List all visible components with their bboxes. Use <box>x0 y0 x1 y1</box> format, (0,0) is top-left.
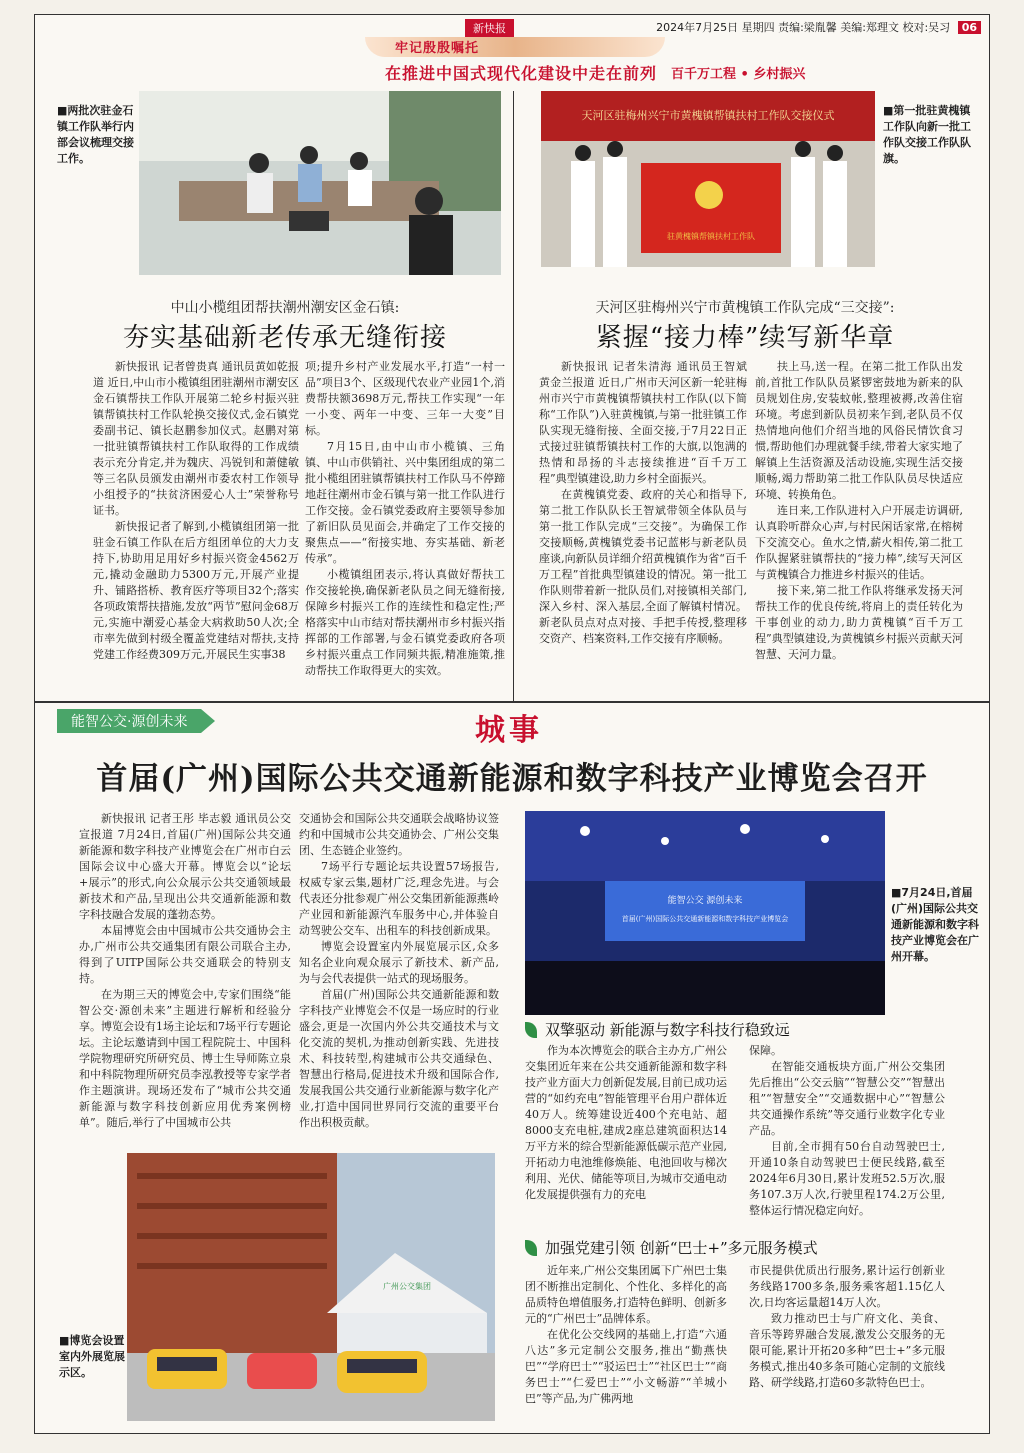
sub1-col2 <box>749 1043 945 1219</box>
paragraph: 在优化公交线网的基础上,打造“六通八达”多元定制公交服务,推出“勤燕快巴”“学府巴士”“驳运巴士”“社区巴士”“商务巴士”“仁爱巴士”“小文畅游”“羊城小巴”等产品,为广佛两地 <box>525 1328 727 1405</box>
column-divider <box>513 91 514 701</box>
paragraph: 保障。 <box>749 1044 782 1057</box>
header-slogan: 牢记殷殷嘱托 <box>395 41 480 56</box>
stage-text: 首届(广州)国际公共交通新能源和数字科技产业博览会 <box>621 915 789 923</box>
photo-banner-text: 天河区驻梅州兴宁市黄槐镇帮镇扶村工作队交接仪式 <box>581 109 835 122</box>
subhead-2-text: 加强党建引领 创新“巴士+”多元服务模式 <box>545 1239 818 1257</box>
stage-photo-caption: ■7月24日,首届(广州)国际公共交通新能源和数字科技产业博览会在广州开幕。 <box>891 886 979 963</box>
newspaper-badge: 新快报 <box>465 19 514 37</box>
section-tab: 能智公交·源创未来 <box>57 709 201 733</box>
paragraph: 新快报讯 记者朱清海 通讯员王智斌 黄金兰报道 近日,广州市天河区新一轮驻梅州市兴宁市黄槐镇帮镇扶村工作队(以下简称“工作队”)入驻黄槐镇,与第一批驻镇工作队实现无缝衔接、全面交接,于7月22日正式接过驻镇帮镇扶村工作的大旗,以饱满的热情和昂扬的斗志接续推进“百千万工程”典型镇建设,助力乡村全面振兴。 <box>539 360 747 485</box>
article-body-right-col2 <box>755 359 963 663</box>
article-body-right-col1 <box>539 359 747 647</box>
stage-slogan: 能智公交 源创未来 <box>667 896 743 906</box>
article-kicker-left: 中山小榄组团帮扶潮州潮安区金石镇: <box>170 300 400 316</box>
section-divider <box>35 701 989 703</box>
subhead-2 <box>525 1237 965 1258</box>
expo-stage-photo <box>525 811 885 1015</box>
paragraph: 小榄镇组团表示,将认真做好帮扶工作交接轮换,确保新老队员之间无缝衔接,保障乡村振兴工作的连续性和稳定性;严格落实中山市结对帮扶潮州市乡村振兴指挥部的工作部署,与金石镇党委政府各项乡村振兴重点工作同频共振,精准施策,推动帮扶工作取得更大的实效。 <box>305 568 505 677</box>
article-kicker-right: 天河区驻梅州兴宁市黄槐镇工作队完成“三交接”: <box>595 300 895 316</box>
leaf-icon <box>525 1240 537 1256</box>
article-headline-left: 夯实基础新老传承无缝衔接 <box>122 323 447 353</box>
paragraph: 市民提供优质出行服务,累计运行创新业务线路1700多条,服务乘客超1.15亿人次,日均客运量超14万人次。 <box>749 1264 945 1309</box>
dateline-text: 2024年7月25日 星期四 责编:梁胤馨 美编:郑理文 校对:吴习 <box>656 21 951 34</box>
expo-outdoor-photo <box>127 1153 495 1421</box>
meeting-photo <box>139 91 501 275</box>
subhead-1 <box>525 1019 965 1040</box>
paragraph: 致力推动巴士与广府文化、美食、音乐等跨界融合发展,激发公交服务的无限可能,累计开拓20多种“巴士+”多元服务模式,推出40多条可随心定制的文旅线路、研学线路,打造60多款特色巴士。 <box>749 1312 945 1389</box>
dateline <box>656 19 981 35</box>
paragraph: 博览会设置室内外展览展示区,众多知名企业向观众展示了新技术、新产品,为与会代表提供一站式的现场服务。 <box>299 940 499 985</box>
paragraph: 目前,全市拥有50台自动驾驶巴士,开通10条自动驾驶巴士便民线路,截至2024年6月30日,累计发班52.5万次,服务107.3万人次,行驶里程174.2万公里,整体运行情况稳定向好。 <box>749 1140 945 1217</box>
photo-caption-right: ■第一批驻黄槐镇工作队向新一批工作队交接工作队队旗。 <box>883 104 971 165</box>
flag-photo <box>541 91 875 267</box>
newspaper-page <box>34 14 990 1434</box>
photo-caption-left: ■两批次驻金石镇工作队举行内部会议梳理交接工作。 <box>57 104 134 165</box>
paragraph: 7月15日,由中山市小榄镇、三角镇、中山市供销社、兴中集团组成的第二批小榄组团驻镇帮镇扶村工作队马不停蹄地赶往潮州市金石镇与第一批工作队进行工作交接。金石镇党委政府主要领导参加了新旧队员见面会,并确定了工作交接的聚焦点——“衔接实地、夯实基础、新老传承”。 <box>305 440 505 565</box>
paragraph: 近年来,广州公交集团属下广州巴士集团不断推出定制化、个性化、多样化的高品质特色增值服务,打造特色鲜明、创新多元的“广州巴士”品牌体系。 <box>525 1264 727 1325</box>
paragraph: 新快报讯 记者王彤 毕志毅 通讯员公交宣报道 7月24日,首届(广州)国际公共交通新能源和数字科技产业博览会在广州市白云国际会议中心盛大开幕。博览会以“论坛+展示”的形式,向公众展示公共交通领域最新技术和产品,呈现出公共交通新能源和数字科技融合发展的蓬勃态势。 <box>79 812 291 921</box>
leaf-icon <box>525 1022 537 1038</box>
sub2-col1 <box>525 1263 727 1407</box>
paragraph: 在智能交通板块方面,广州公交集团先后推出“公交云脑”“智慧公交”“智慧出租”“智慧安全”“交通数据中心”“智慧公共交通操作系统”等交通行业数字化专业产品。 <box>749 1060 945 1137</box>
paragraph: 连日来,工作队进村入户开展走访调研,认真聆听群众心声,与村民闲话家常,在榕树下交流交心。鱼水之情,薪火相传,第二批工作队握紧驻镇帮扶的“接力棒”,续写天河区与黄槐镇合力推进乡村振兴的佳话。 <box>755 504 963 581</box>
page-number: 06 <box>958 21 981 34</box>
main-headline: 首届(广州)国际公共交通新能源和数字科技产业博览会召开 <box>96 761 928 797</box>
header-band-right: 百千万工程 • 乡村振兴 <box>671 67 806 82</box>
article-body-left-col1 <box>93 359 299 663</box>
tent-sign: 广州公交集团 <box>383 1282 431 1291</box>
paragraph: 扶上马,送一程。在第二批工作队出发前,首批工作队队员紧锣密鼓地为新来的队员规划住房,安装蚊帐,整理被褥,改善住宿环境。考虑到新队员初来乍到,老队员不仅热情地向他们介绍当地的风俗民情饮食习惯,帮助他们办理就餐手续,带着大家实地了解镇上生活资源及活动设施,实现生活交接顺畅,竭力帮助第二批工作队队员尽快适应环境、转换角色。 <box>755 360 963 501</box>
paragraph: 新快报讯 记者曾贵真 通讯员黄如乾报道 近日,中山市小榄镇组团驻潮州市潮安区金石镇帮扶工作队开展第二轮乡村振兴驻镇帮镇扶村工作队轮换交接仪式,金石镇党委副书记、镇长赵鹏参加仪式。赵鹏对第一批驻镇帮镇扶村工作队取得的工作成绩表示充分肯定,并为魏庆、冯锐钊和萧健敏等三名队员颁发由潮州市委农村工作领导小组授予的“扶贫济困爱心人士”荣誉称号证书。 <box>93 360 299 517</box>
article-headline-right: 紧握“接力棒”续写新华章 <box>595 323 895 353</box>
paragraph: 本届博览会由中国城市公共交通协会主办,广州市公共交通集团有限公司联合主办,得到了UITP国际公共交通联会的特别支持。 <box>79 924 291 985</box>
city-body-col2 <box>299 811 499 1131</box>
city-body-col1 <box>79 811 291 1131</box>
paragraph: 作为本次博览会的联合主办方,广州公交集团近年来在公共交通新能源和数字科技产业方面大力创新促发展,目前已成功运营的“如约充电”智能管理平台用户群体近40万人。统筹建设近400个充电站、超8000支充电桩,建成2座总建筑面积达14万平方米的综合型新能源低碳示范产业园,开拓动力电池维修焕能、电池回收与梯次利用、光伏、储能等项目,为城市交通电动化发展提供强有力的充电 <box>525 1044 727 1201</box>
paragraph: 在黄槐镇党委、政府的关心和指导下,第二批工作队队长王智斌带领全体队员与第一批工作队完成“三交接”。为确保工作交接顺畅,黄槐镇党委书记蓝彬与新老队员座谈,向新队员详细介绍黄槐镇作为省“百千万工程”首批典型镇建设的情况。第一批工作队则带着新一批队员们,对接镇相关部门,深入乡村、深入基层,全面了解镇村情况。新老队员点对点对接、手把手传授,整理移交资产、档案资料,工作交接有序顺畅。 <box>539 488 747 645</box>
photo-flag-text: 驻黄槐镇帮镇扶村工作队 <box>667 232 755 241</box>
paragraph: 交通协会和国际公共交通联会战略协议签约和中国城市公共交通协会、广州公交集团、生态链企业签约。 <box>299 812 499 857</box>
header-band: 在推进中国式现代化建设中走在前列 <box>385 64 658 83</box>
section-title: 城事 <box>475 713 543 748</box>
sub2-col2 <box>749 1263 945 1391</box>
paragraph: 在为期三天的博览会中,专家们围绕“能智公交·源创未来”主题进行解析和经验分享。博览会设有1场主论坛和7场平行专题论坛。主论坛邀请到中国工程院院士、中国科学院物理研究所研究员、博士生导师陈立泉和中科院物理所研究员李泓教授等专家学者作主题演讲。现场还发布了“城市公共交通新能源与数字科技创新应用优秀案例榜单”。随后,举行了中国城市公共 <box>79 988 291 1129</box>
article-body-left-col2 <box>305 359 505 679</box>
paragraph: 7场平行专题论坛共设置57场报告,权威专家云集,题材广泛,理念先进。与会代表还分批参观广州公交集团新能源燕岭产业园和新能源汽车服务中心,并体验自动驾驶公交车、出租车的科技创新成果。 <box>299 860 499 937</box>
paragraph: 接下来,第二批工作队将继承发扬天河帮扶工作的优良传统,将肩上的责任转化为干事创业的动力,助力黄槐镇“百千万工程”典型镇建设,为黄槐镇乡村振兴贡献天河智慧、天河力量。 <box>755 584 963 661</box>
paragraph: 首届(广州)国际公共交通新能源和数字科技产业博览会不仅是一场应时的行业盛会,更是一次国内外公共交通技术与文化交流的契机,为推动创新实践、先进技术、科技转型,构建城市公共交通绿色、智慧出行格局,促进技术升级和国际合作,发展我国公共交通行业新能源与数字化产业,打造中国同世界同行交流的重要平台作出积极贡献。 <box>299 988 499 1129</box>
sub1-col1 <box>525 1043 727 1203</box>
paragraph: 项;提升乡村产业发展水平,打造“一村一品”项目3个、区级现代农业产业园1个,消费帮扶额3698万元,帮扶工作实现“一年一小变、两年一中变、三年一大变”目标。 <box>305 360 505 437</box>
subhead-1-text: 双擎驱动 新能源与数字科技行稳致远 <box>545 1021 790 1039</box>
paragraph: 新快报记者了解到,小榄镇组团第一批驻金石镇工作队在后方组团单位的大力支持下,协助用足用好乡村振兴资金4562万元,撬动金融助力5300万元,开展产业提升、铺路搭桥、教育医疗等项目32个;落实各项政策帮扶措施,发放“两节”慰问金68万元,实施中潮爱心基金大病救助50人次;全市率先做到村级全覆盖党建结对帮扶,支持党建工作经费309万元,开展民生实事38 <box>93 520 299 661</box>
expo-photo-caption: ■博览会设置室内外展览展示区。 <box>59 1334 125 1379</box>
